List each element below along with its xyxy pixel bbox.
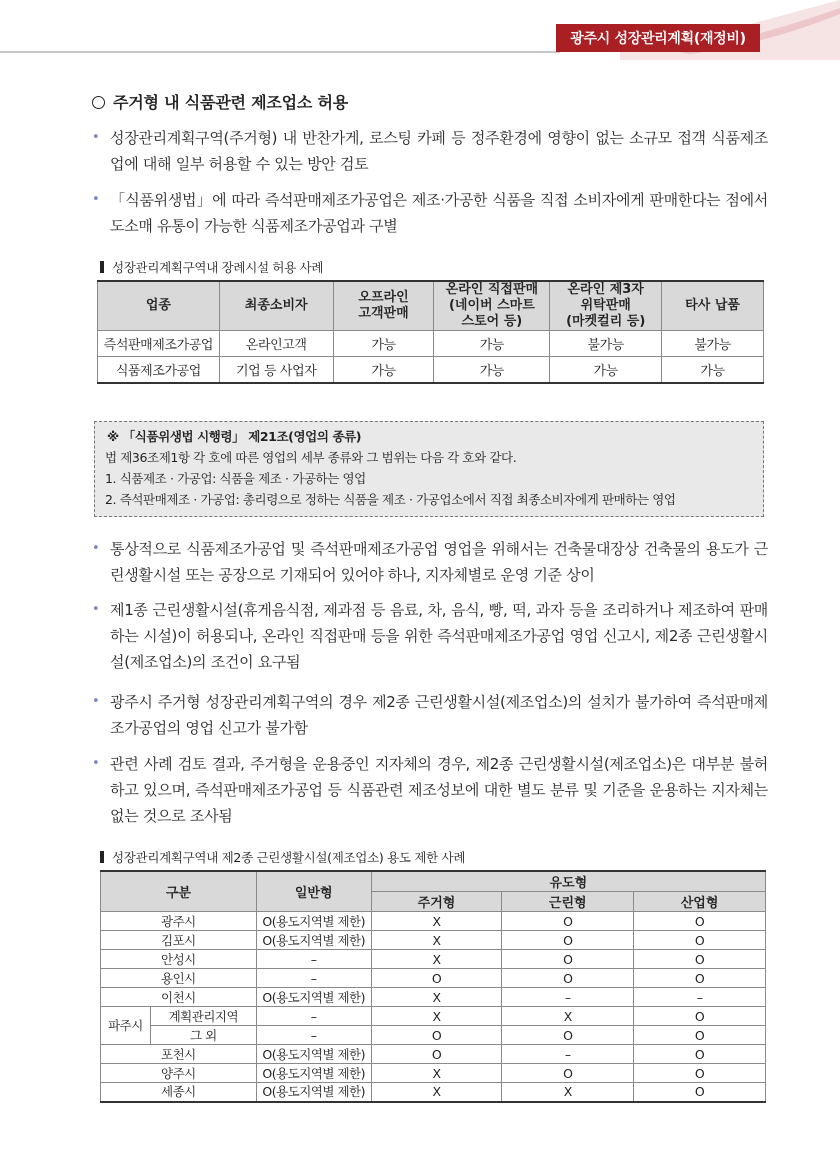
table-cell: – bbox=[634, 988, 766, 1007]
table-cell: 불가능 bbox=[550, 331, 662, 357]
table-cell: X bbox=[371, 950, 502, 969]
bullet-dot-icon: • bbox=[92, 541, 100, 556]
table-row bbox=[98, 357, 764, 383]
table-cell: X bbox=[371, 1007, 502, 1026]
table1-caption-text: 성장관리계획구역내 장례시설 허용 사례 bbox=[112, 260, 324, 275]
bullet-item bbox=[92, 536, 768, 588]
table-cell: 가능 bbox=[662, 357, 764, 383]
table-cell: – bbox=[502, 1045, 634, 1064]
table2-header-induce: 유도형 bbox=[371, 871, 765, 892]
table-cell: O(용도지역별 제한) bbox=[256, 1083, 371, 1102]
table-cell-region: 용인시 bbox=[101, 969, 257, 988]
table-cell-region: 파주시 bbox=[101, 1007, 151, 1045]
table-row bbox=[101, 1083, 766, 1102]
table-row bbox=[101, 931, 766, 950]
bullet-text: 제1종 근린생활시설(휴게음식점, 제과점 등 음료, 차, 음식, 빵, 떡, 과자 등을 조리하거나 제조하여 판매하는 시설)이 허용되나, 온라인 직접판매 등을 위한 즉석판매제조가공업 영업 신고시, 제2종 근린생활시설(제조업소)의 조건이 요구됨 bbox=[110, 601, 768, 671]
law-note-box bbox=[94, 421, 764, 517]
table-cell: O bbox=[634, 1083, 766, 1102]
bullet-dot-icon: • bbox=[92, 602, 100, 617]
table-cell-region: 포천시 bbox=[101, 1045, 257, 1064]
table-cell-subregion: 계획관리지역 bbox=[150, 1007, 256, 1026]
table-cell: O(용도지역별 제한) bbox=[256, 912, 371, 931]
table2-caption-text: 성장관리계획구역내 제2종 근린생활시설(제조업소) 용도 제한 사례 bbox=[112, 850, 466, 865]
bullet-item bbox=[92, 689, 768, 741]
table-row bbox=[101, 988, 766, 1007]
table1 bbox=[97, 280, 764, 384]
circle-bullet-icon bbox=[92, 96, 105, 109]
table-cell: 온라인고객 bbox=[219, 331, 333, 357]
bullet-item bbox=[92, 751, 768, 829]
table-cell: X bbox=[371, 912, 502, 931]
note-line: 법 제36조제1항 각 호에 따른 영업의 세부 종류와 그 범위는 다음 각 호와 같다. bbox=[105, 450, 517, 465]
table-cell: – bbox=[502, 988, 634, 1007]
table-cell-region: 이천시 bbox=[101, 988, 257, 1007]
table-cell: O(용도지역별 제한) bbox=[256, 1064, 371, 1083]
bullet-dot-icon: • bbox=[92, 756, 100, 771]
note-line: 1. 식품제조 · 가공업: 식품을 제조 · 가공하는 영업 bbox=[105, 471, 366, 486]
table-row bbox=[101, 1064, 766, 1083]
table-cell: O bbox=[371, 1026, 502, 1045]
table1-header: 업종 bbox=[98, 281, 220, 331]
table-row bbox=[101, 1026, 766, 1045]
table-cell: X bbox=[371, 931, 502, 950]
table-cell: 가능 bbox=[333, 357, 434, 383]
bullet-text: 「식품위생법」에 따라 즉석판매제조가공업은 제조·가공한 식품을 직접 소비자에게 판매한다는 점에서 도소매 유통이 가능한 식품제조가공업과 구별 bbox=[110, 191, 768, 235]
table-cell: O bbox=[634, 950, 766, 969]
table-cell: O bbox=[502, 1026, 634, 1045]
table-cell: O bbox=[502, 931, 634, 950]
table1-header: 최종소비자 bbox=[219, 281, 333, 331]
table-cell: O bbox=[634, 1045, 766, 1064]
table-cell: O(용도지역별 제한) bbox=[256, 931, 371, 950]
caption-marker-icon bbox=[100, 851, 104, 863]
table-cell: O bbox=[502, 912, 634, 931]
section-heading bbox=[92, 90, 348, 113]
note-line: 2. 즉석판매제조 · 가공업: 총리령으로 정하는 식품을 제조 · 가공업소에서 직접 최종소비자에게 판매하는 영업 bbox=[105, 492, 676, 507]
table1-header-text: 오프라인 고객판매 bbox=[358, 290, 409, 321]
bullet-dot-icon: • bbox=[92, 694, 100, 709]
table-cell: 즉석판매제조가공업 bbox=[98, 331, 220, 357]
table-cell: O(용도지역별 제한) bbox=[256, 988, 371, 1007]
table-cell: 가능 bbox=[550, 357, 662, 383]
table-cell: O bbox=[502, 950, 634, 969]
table-cell: O bbox=[634, 1064, 766, 1083]
table-cell: O(용도지역별 제한) bbox=[256, 1045, 371, 1064]
table1-header bbox=[434, 281, 550, 331]
table-cell-region: 세종시 bbox=[101, 1083, 257, 1102]
table-cell-region: 김포시 bbox=[101, 931, 257, 950]
bullet-item bbox=[92, 597, 768, 675]
table-cell: O bbox=[634, 969, 766, 988]
section-title: 주거형 내 식품관련 제조업소 허용 bbox=[113, 93, 349, 112]
bullet-text: 통상적으로 식품제조가공업 및 즉석판매제조가공업 영업을 위해서는 건축물대장상 건축물의 용도가 근린생활시설 또는 공장으로 기재되어 있어야 하나, 지자체별로 운영 기준 상이 bbox=[110, 540, 768, 584]
bullet-dot-icon: • bbox=[92, 192, 100, 207]
table-row bbox=[101, 950, 766, 969]
bullet-dot-icon: • bbox=[92, 130, 100, 145]
bullet-item bbox=[92, 187, 768, 239]
caption-marker-icon bbox=[100, 261, 104, 273]
table-cell: 가능 bbox=[333, 331, 434, 357]
table-cell: – bbox=[256, 969, 371, 988]
bullet-text: 광주시 주거형 성장관리계획구역의 경우 제2종 근린생활시설(제조업소)의 설치가 불가하여 즉석판매제조가공업의 영업 신고가 불가함 bbox=[110, 693, 768, 737]
table-cell: 가능 bbox=[434, 331, 550, 357]
table-cell: 불가능 bbox=[662, 331, 764, 357]
table-row bbox=[101, 1045, 766, 1064]
table-cell: X bbox=[371, 1064, 502, 1083]
table-cell-region: 안성시 bbox=[101, 950, 257, 969]
table-cell: 기업 등 사업자 bbox=[219, 357, 333, 383]
table-row bbox=[101, 969, 766, 988]
header-chapter-tag: 광주시 성장관리계획(재정비) bbox=[556, 24, 760, 52]
table1-header bbox=[550, 281, 662, 331]
table-cell-subregion: 그 외 bbox=[150, 1026, 256, 1045]
table1-header-text: 온라인 직접판매 (네이버 스마트 스토어 등) bbox=[445, 282, 539, 329]
table-cell: O bbox=[502, 969, 634, 988]
table-cell: O bbox=[371, 1045, 502, 1064]
table-cell: 식품제조가공업 bbox=[98, 357, 220, 383]
note-title: ※ 「식품위생법 시행령」 제21조(영업의 종류) bbox=[107, 429, 362, 444]
table2-header-gubun: 구분 bbox=[101, 871, 257, 912]
table-cell-region: 양주시 bbox=[101, 1064, 257, 1083]
table-cell-region: 광주시 bbox=[101, 912, 257, 931]
table2-caption bbox=[100, 848, 465, 866]
table2-header-nbr: 근린형 bbox=[502, 892, 634, 912]
table-cell: O bbox=[634, 912, 766, 931]
table-row bbox=[101, 912, 766, 931]
table-cell: 가능 bbox=[434, 357, 550, 383]
header-rule bbox=[0, 51, 560, 53]
table2-header-general: 일반형 bbox=[256, 871, 371, 912]
table-cell: O bbox=[502, 1064, 634, 1083]
bullet-text: 관련 사례 검토 결과, 주거형을 운용중인 지자체의 경우, 제2종 근린생활시설(제조업소)은 대부분 불허하고 있으며, 즉석판매제조가공업 등 식품관련 제조성보에 대한 별도 분류 및 기준을 운용하는 지자체는 없는 것으로 조사됨 bbox=[110, 755, 768, 825]
table-cell: – bbox=[256, 1007, 371, 1026]
table2-header-ind: 산업형 bbox=[634, 892, 766, 912]
table-cell: – bbox=[256, 950, 371, 969]
table-cell: – bbox=[256, 1026, 371, 1045]
table-cell: X bbox=[371, 1083, 502, 1102]
table-cell: X bbox=[371, 988, 502, 1007]
table1-caption bbox=[100, 258, 323, 276]
table1-header bbox=[333, 281, 434, 331]
table1-header-text: 온라인 제3자 위탁판매 (마켓컬리 등) bbox=[566, 282, 646, 329]
table-row bbox=[98, 331, 764, 357]
table-row bbox=[101, 1007, 766, 1026]
bullet-item bbox=[92, 125, 768, 177]
table-cell: X bbox=[502, 1083, 634, 1102]
bullet-text: 성장관리계획구역(주거형) 내 반찬가게, 로스팅 카페 등 정주환경에 영향이 없는 소규모 접객 식품제조업에 대해 일부 허용할 수 있는 방안 검토 bbox=[110, 129, 768, 173]
table-cell: O bbox=[634, 1026, 766, 1045]
table2-header-res: 주거형 bbox=[371, 892, 502, 912]
table-cell: X bbox=[502, 1007, 634, 1026]
table-cell: O bbox=[634, 931, 766, 950]
table-cell: O bbox=[371, 969, 502, 988]
table1-header: 타사 납품 bbox=[662, 281, 764, 331]
table-cell: O bbox=[634, 1007, 766, 1026]
table2 bbox=[100, 870, 766, 1103]
